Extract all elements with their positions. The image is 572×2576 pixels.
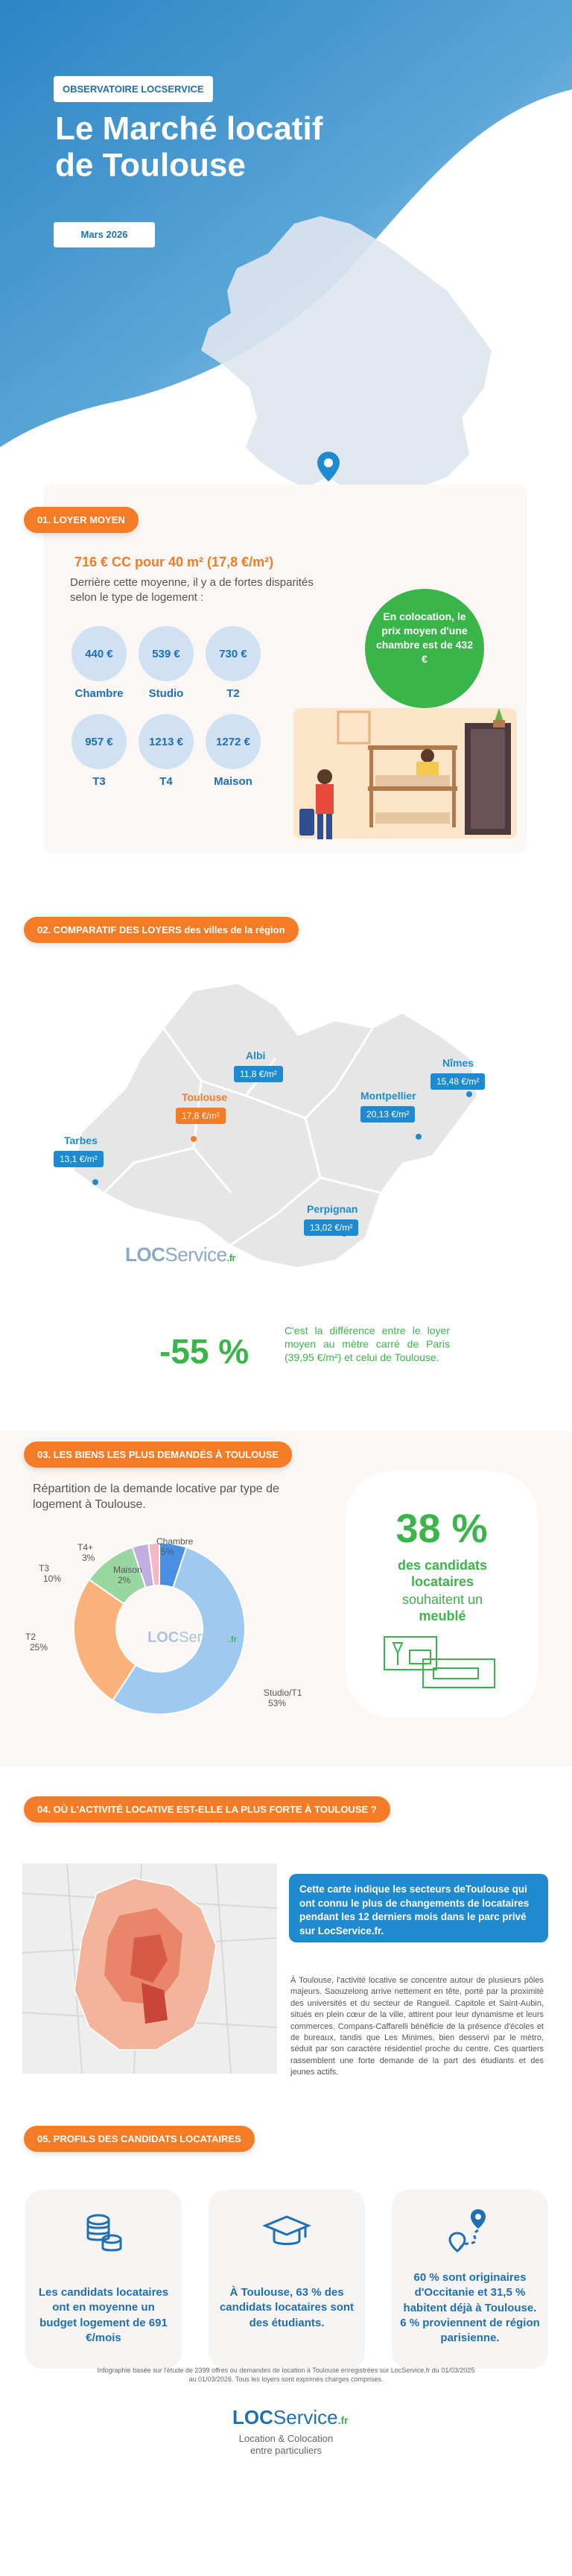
furnished-text-2: souhaitent un <box>401 1592 483 1607</box>
route-pin-icon <box>445 2206 495 2254</box>
type-label-t2: T2 <box>226 687 240 700</box>
observatoire-badge: OBSERVATOIRE LOCSERVICE <box>54 76 213 102</box>
locservice-logo-map <box>125 1243 235 1266</box>
profile-card-students <box>209 2190 365 2369</box>
paris-difference-stat: -55 % <box>159 1332 250 1371</box>
donut-logo-fr: .fr <box>228 1635 237 1644</box>
logo-service: Service <box>165 1243 227 1266</box>
coins-icon <box>82 2211 125 2254</box>
colocation-illustration <box>279 693 524 850</box>
city-price-perpignan: 13,02 €/m² <box>304 1219 358 1236</box>
paris-difference-text: C'est la différence entre le loyer moyen au mètre carré de Paris (39,95 €/m²) et celui de Toulouse. <box>285 1325 450 1364</box>
furniture-icon <box>378 1632 505 1692</box>
donut-logo-service: Service <box>179 1629 229 1646</box>
type-chambre: 440 € <box>72 626 127 681</box>
type-label-maison: Maison <box>214 775 252 788</box>
footer-logo-fr: .fr <box>337 2414 349 2426</box>
profile-card-origin <box>392 2190 548 2369</box>
type-label-studio: Studio <box>148 687 184 700</box>
type-label-chambre: Chambre <box>74 687 124 700</box>
city-price-montpellier: 20,13 €/m² <box>360 1106 415 1123</box>
type-maison: 1272 € <box>206 714 261 769</box>
footer-logo-loc: LOC <box>232 2406 273 2428</box>
type-t2: 730 € <box>206 626 261 681</box>
type-label-t3: T3 <box>92 775 106 788</box>
footer-logo-service: Service <box>273 2406 338 2428</box>
toulouse-activity-map <box>22 1863 277 2074</box>
type-t4: 1213 € <box>139 714 194 769</box>
title-line-2: de Toulouse <box>55 147 246 184</box>
demand-donut-chart <box>25 1498 302 1714</box>
footer-tagline-1: Location & Colocation <box>238 2433 334 2444</box>
activity-info-box: Cette carte indique les secteurs deToulouse qui ont connu le plus de changements de locataires pendant les 12 derniers mois dans le parc privé sur LocService.fr. <box>289 1874 548 1942</box>
section2-heading: 02. COMPARATIF DES LOYERS des villes de la région <box>24 917 299 943</box>
furnished-text-3: meublé <box>419 1609 466 1623</box>
furnished-text-1: des candidats locataires <box>397 1558 488 1589</box>
donut-label-studio-t1: Studio/T1 53% <box>264 1688 302 1708</box>
type-studio: 539 € <box>139 626 194 681</box>
location-pin-icon <box>316 450 341 483</box>
header <box>0 0 572 514</box>
logo-fr: .fr <box>226 1252 236 1263</box>
donut-logo <box>147 1629 237 1647</box>
donut-label-t4-: T4+ 3% <box>77 1542 95 1563</box>
city-name-tarbes: Tarbes <box>64 1134 98 1146</box>
city-price-albi: 11,8 €/m² <box>234 1066 283 1082</box>
page-title <box>55 110 322 184</box>
activity-paragraph: À Toulouse, l'activité locative se concentre autour de plusieurs pôles majeurs. Saouzelong arrive nettement en tête, porté par la proximité des universités et du secteur de Rangueil. Capitole et Saint-Aubin, situés en plein cœur de la ville, attirent pour leur dynamisme et leurs commerces. Compans-Caffarelli bénéficie de la présence d'écoles et de bureaux, tandis que Les Minimes, bien desservi par le métro, séduit par son caractère résidentiel proche du centre. Ces quartiers rassemblent une forte demande de la part des étudiants et des jeunes actifs. <box>290 1976 544 2077</box>
colocation-bubble-text: En colocation, le prix moyen d'une chambre est de 432 € <box>376 610 473 665</box>
date-badge: Mars 2026 <box>54 222 155 247</box>
donut-label-t2: T2 25% <box>25 1632 48 1652</box>
profile-card-budget <box>25 2190 182 2369</box>
city-price-tarbes: 13,1 €/m² <box>54 1151 104 1167</box>
donut-label-t3: T3 10% <box>39 1563 62 1584</box>
city-price-toulouse: 17,8 €/m² <box>176 1108 226 1124</box>
city-name-montpellier: Montpellier <box>360 1090 416 1102</box>
footer-tagline-2: entre particuliers <box>250 2445 322 2456</box>
donut-label-maison: Maison 2% <box>113 1565 142 1585</box>
rent-description: Derrière cette moyenne, il y a de fortes disparités selon le type de logement : <box>70 576 314 604</box>
section5-heading: 05. PROFILS DES CANDIDATS LOCATAIRES <box>24 2126 255 2152</box>
chart-title: Répartition de la demande locative par type de logement à Toulouse. <box>33 1483 279 1511</box>
city-name-albi: Albi <box>246 1049 266 1061</box>
footer-logo <box>232 2406 349 2429</box>
section1-heading: 01. LOYER MOYEN <box>24 507 139 533</box>
donut-label-chambre: Chambre 5% <box>156 1536 194 1557</box>
city-name-perpignan: Perpignan <box>307 1203 358 1215</box>
region-map <box>52 969 499 1282</box>
type-label-t4: T4 <box>159 775 173 788</box>
type-t3: 957 € <box>72 714 127 769</box>
city-price-nimes: 15,48 €/m² <box>430 1073 485 1090</box>
city-name-toulouse: Toulouse <box>182 1091 228 1103</box>
city-name-nimes: Nîmes <box>442 1057 474 1069</box>
section3-heading: 03. LES BIENS LES PLUS DEMANDÉS À TOULOUSE <box>24 1442 292 1468</box>
section4-heading: 04. OÙ L'ACTIVITÉ LOCATIVE EST-ELLE LA PLUS FORTE À TOULOUSE ? <box>24 1796 390 1822</box>
profile-budget-text: Les candidats locataires ont en moyenne un budget logement de 691 €/mois <box>38 2286 169 2344</box>
profile-students-text: À Toulouse, 63 % des candidats locataires sont des étudiants. <box>219 2286 355 2329</box>
furnished-percent: 38 % <box>395 1506 488 1551</box>
profile-origin-text: 60 % sont originaires d'Occitanie et 31,5 % habitent déjà à Toulouse. 6 % proviennent de région parisienne. <box>400 2271 540 2344</box>
footer-note: Infographie basée sur l'étude de 2399 offres ou demandes de location à Toulouse enregistrées sur LocService.fr du 01/03/2025 au 01/03/2026. Tous les loyers sont exprimés charges comprises. <box>97 2367 475 2384</box>
graduation-cap-icon <box>262 2212 311 2253</box>
title-line-1: Le Marché locatif <box>55 110 323 147</box>
donut-logo-loc: LOC <box>147 1629 179 1646</box>
rent-main: 716 € CC pour 40 m² (17,8 €/m²) <box>74 555 274 569</box>
logo-loc: LOC <box>125 1243 165 1266</box>
